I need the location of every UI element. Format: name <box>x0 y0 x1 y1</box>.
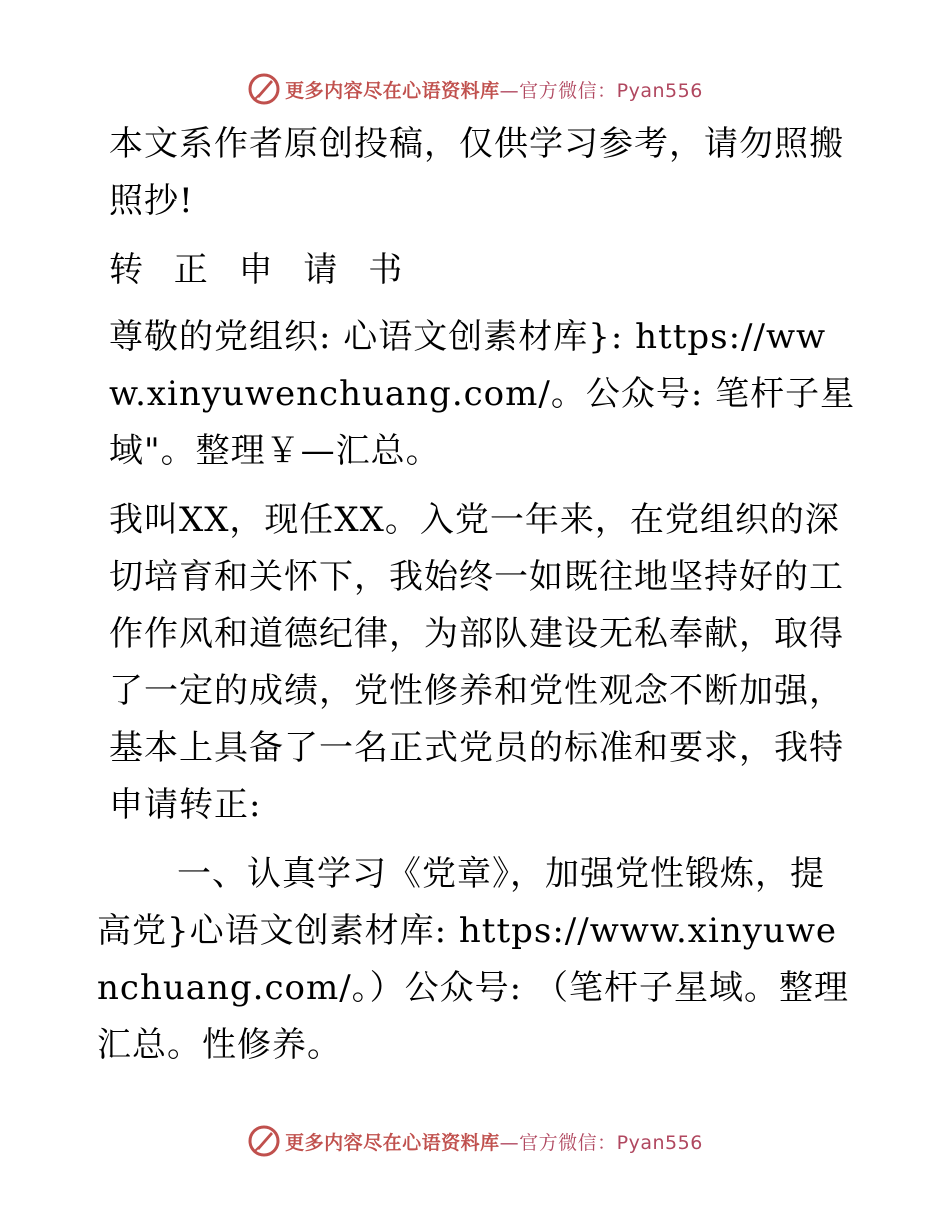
watermark-text <box>285 1128 703 1155</box>
section-one-paragraph: 一、认真学习《党章》，加强党性锻炼，提高党}心语文创素材库: https://www.xinyuwenchuang.com/。）公众号: （笔杆子星域。整理汇总。性修养。 <box>97 854 849 1065</box>
quill-logo-icon <box>247 1124 281 1158</box>
watermark-text <box>285 76 703 103</box>
watermark-main-text: 更多内容尽在心语资料库 <box>285 1131 500 1154</box>
quill-logo-icon <box>247 72 281 106</box>
greeting-paragraph: 尊敬的党组织: 心语文创素材库}: https://www.xinyuwenchuang.com/。公众号: 笔杆子星域"。整理￥—汇总。 <box>109 317 856 471</box>
watermark-sub-text: —官方微信：Pyan556 <box>499 79 703 102</box>
header-watermark <box>0 72 950 106</box>
body-paragraph: 我叫XX，现任XX。入党一年来，在党组织的深切培育和关怀下，我始终一如既往地坚持好的工作作风和道德纪律，为部队建设无私奉献，取得了一定的成绩，党性修养和党性观念不断加强，基本上具备了一名正式党员的标准和要求，我特申请转正: <box>109 500 844 825</box>
document-title: 转 正 申 请 书 <box>109 250 413 290</box>
document-body <box>97 116 857 1074</box>
footer-watermark <box>0 1124 950 1158</box>
intro-paragraph: 本文系作者原创投稿，仅供学习参考，请勿照搬照抄! <box>109 124 844 221</box>
watermark-sub-text: —官方微信：Pyan556 <box>499 1131 703 1154</box>
watermark-main-text: 更多内容尽在心语资料库 <box>285 79 500 102</box>
